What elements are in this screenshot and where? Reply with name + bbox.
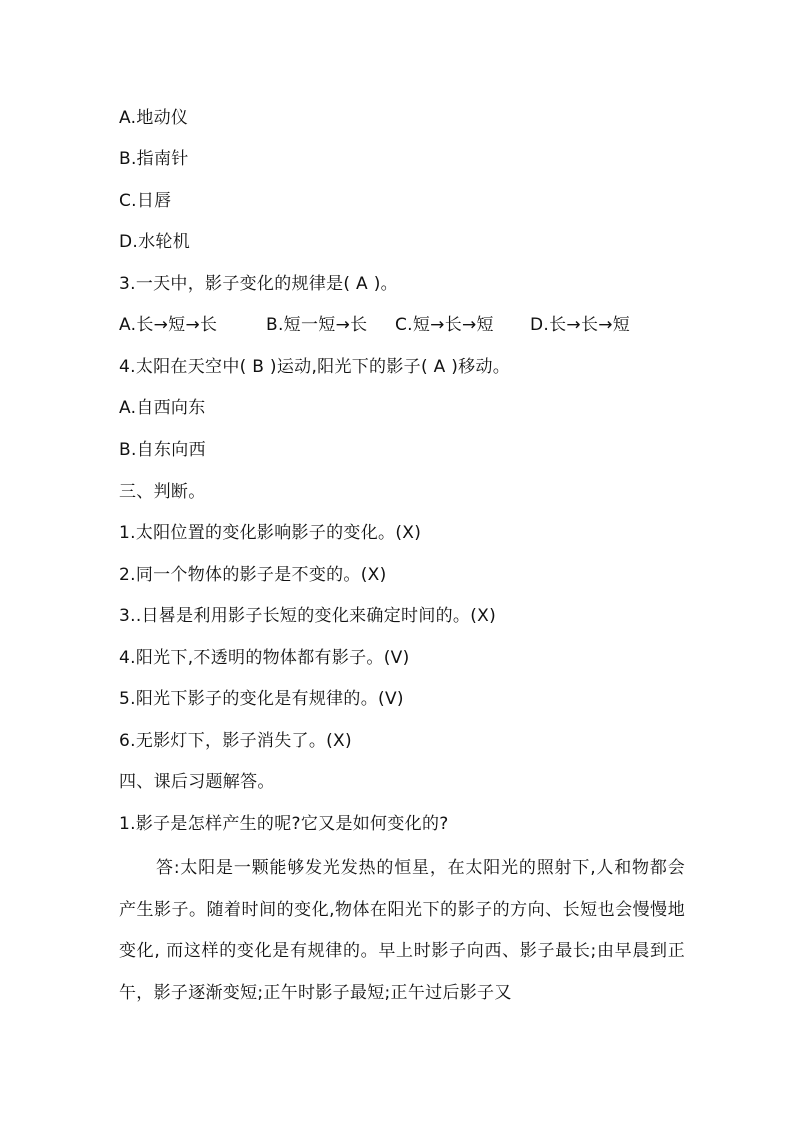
q3-option-d: D.长→长→短 [530,315,631,335]
judgment-2: 2.同一个物体的影子是不变的。(X) [119,565,387,585]
q3-option-b: B.短一短→长 [266,315,368,335]
option-a-seismograph: A.地动仪 [119,108,189,128]
q4-option-b: B.自东向西 [119,440,206,460]
judgment-5: 5.阳光下影子的变化是有规律的。(V) [119,689,404,709]
q3-option-a: A.长→短→长 [119,315,218,335]
section-3-heading: 三、判断。 [119,482,206,502]
exercise-question-1: 1.影子是怎样产生的呢?它又是如何变化的? [119,814,449,834]
answer-paragraph: 答:太阳是一颗能够发光发热的恒星，在太阳光的照射下,人和物都会产生影子。随着时间的变化,物体在阳光下的影子的方向、长短也会慢慢地变化, 而这样的变化是有规律的。早上时影子向西、影子最长;由早晨到正午，影子逐渐变短;正午时影子最短;正午过后影子又 [119,858,685,1003]
judgment-4: 4.阳光下,不透明的物体都有影子。(V) [119,648,410,668]
judgment-1: 1.太阳位置的变化影响影子的变化。(X) [119,523,422,543]
q4-option-a: A.自西向东 [119,398,206,418]
q3-option-c: C.短→长→短 [395,315,494,335]
section-4-heading: 四、课后习题解答。 [119,772,275,792]
question-4: 4.太阳在天空中( B )运动,阳光下的影子( A )移动。 [119,357,511,377]
option-c-sundial: C.日唇 [119,191,172,211]
option-b-compass: B.指南针 [119,149,189,169]
question-3: 3.一天中，影子变化的规律是( A )。 [119,274,398,294]
judgment-6: 6.无影灯下，影子消失了。(X) [119,731,352,751]
option-d-waterwheel: D.水轮机 [119,232,190,252]
judgment-3: 3..日晷是利用影子长短的变化来确定时间的。(X) [119,606,497,626]
